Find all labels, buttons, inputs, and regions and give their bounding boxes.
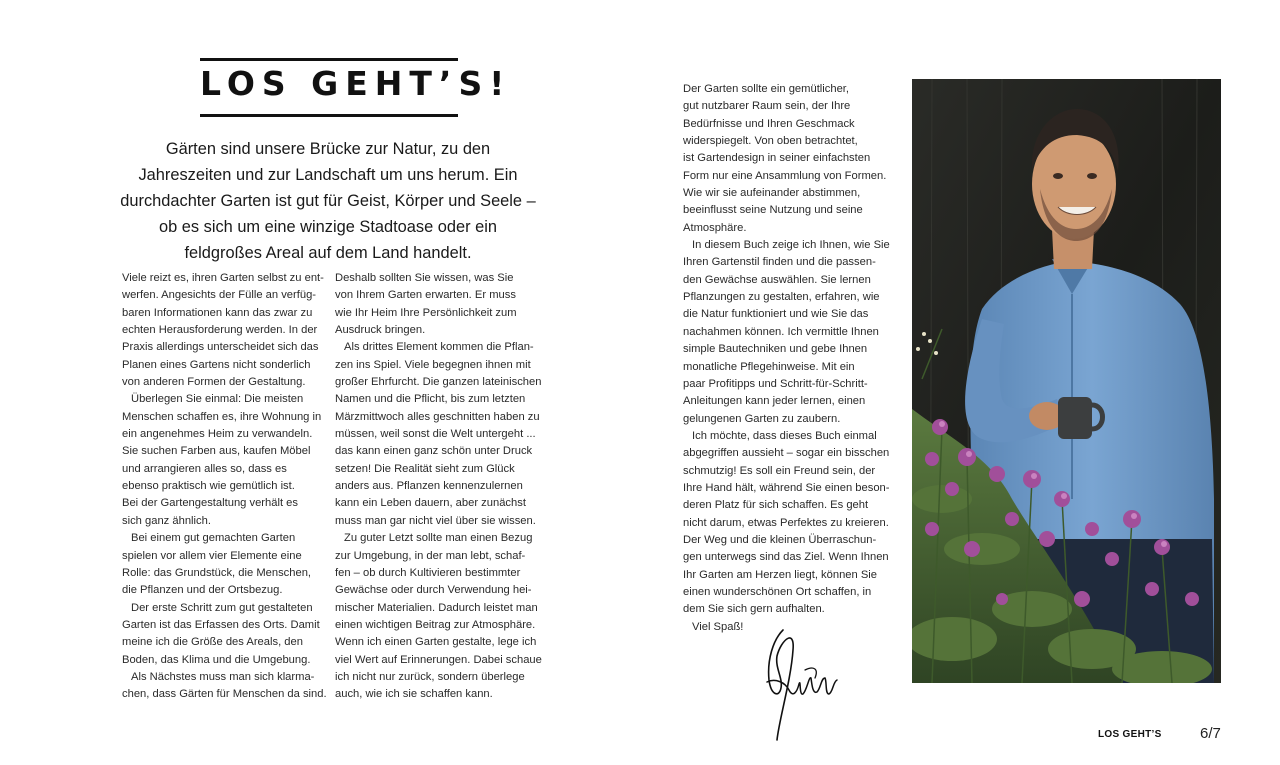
text-line: meine ich die Größe des Areals, den bbox=[122, 636, 303, 649]
text-line: und arrangieren alles so, dass es bbox=[122, 462, 287, 475]
text-line: schmutzig! Es soll ein Freund sein, der bbox=[683, 464, 876, 477]
text-line: Ihr Garten am Herzen liegt, können Sie bbox=[683, 568, 878, 581]
author-photo bbox=[912, 79, 1221, 683]
running-footer: LOS GEHT’S bbox=[1098, 729, 1162, 740]
text-line: gen unterwegs sind das Ziel. Wenn Ihnen bbox=[683, 551, 889, 564]
text-line: Märzmittwoch alles geschnitten haben zu bbox=[335, 410, 540, 423]
text-line: Wenn ich einen Garten gestalte, lege ich bbox=[335, 636, 537, 649]
text-line: abgegriffen aussieht – sogar ein bisschen bbox=[683, 447, 890, 460]
text-line: Pflanzungen zu gestalten, erfahren, wie bbox=[683, 291, 880, 304]
text-line: Der Garten sollte ein gemütlicher, bbox=[683, 83, 850, 95]
text-line: ich nicht nur zurück, sondern überlege bbox=[335, 670, 525, 683]
text-line: das kann einen ganz schön unter Druck bbox=[335, 445, 533, 458]
text-line: Viel Spaß! bbox=[692, 620, 744, 633]
text-line: zur Umgebung, in der man lebt, schaf- bbox=[335, 549, 526, 562]
text-line: müssen, weil sonst die Welt untergeht ... bbox=[335, 428, 536, 441]
text-line: nachahmen können. Ich vermittle Ihnen bbox=[683, 325, 879, 338]
text-line: großer Ehrfurcht. Die ganzen lateinischen bbox=[335, 376, 542, 389]
text-line: anders aus. Pflanzen kennenzulernen bbox=[335, 480, 523, 493]
text-line: Anleitungen kann jeder lernen, einen bbox=[683, 395, 866, 408]
text-line: gelungenen Garten zu zaubern. bbox=[683, 412, 841, 425]
text-line: deren Platz für sich schaffen. Es geht bbox=[683, 499, 869, 512]
text-line: von Ihrem Garten erwarten. Er muss bbox=[335, 289, 516, 302]
text-line: widerspiegelt. Von oben betrachtet, bbox=[683, 135, 858, 148]
text-line: monatliche Pflegehinweise. Mit ein bbox=[683, 360, 855, 373]
text-line: beeinflusst seine Nutzung und seine bbox=[683, 204, 863, 217]
text-line: Bei der Gartengestaltung verhält es bbox=[122, 497, 298, 510]
title-rule-bottom bbox=[200, 114, 458, 117]
text-line: Ich möchte, dass dieses Buch einmal bbox=[692, 429, 877, 442]
text-line: einen wunderschönen Ort schaffen, in bbox=[683, 585, 872, 598]
text-line: Wie wir sie aufeinander abstimmen, bbox=[683, 187, 861, 200]
body-column-2 bbox=[335, 270, 545, 704]
text-line: Garten ist das Erfassen des Orts. Damit bbox=[122, 618, 320, 631]
text-line: Der Weg und die kleinen Überraschun- bbox=[683, 533, 877, 546]
text-line: Rolle: das Grundstück, die Menschen, bbox=[122, 566, 312, 579]
text-line: Bedürfnisse und Ihren Geschmack bbox=[683, 117, 855, 130]
text-line: Gewächse oder durch Verwendung hei- bbox=[335, 584, 532, 597]
text-line: paar Profitipps und Schritt-für-Schritt- bbox=[683, 377, 868, 390]
title-rule-top bbox=[200, 58, 458, 61]
text-line: spielen vor allem vier Elemente eine bbox=[122, 549, 302, 562]
text-line: chen, dass Gärten für Menschen da sind. bbox=[122, 688, 327, 701]
text-line: Deshalb sollten Sie wissen, was Sie bbox=[335, 272, 514, 284]
text-line: die Pflanzen und der Ortsbezug. bbox=[122, 584, 283, 597]
text-line: Sie suchen Farben aus, kaufen Möbel bbox=[122, 445, 311, 458]
text-line: Überlegen Sie einmal: Die meisten bbox=[131, 393, 304, 406]
text-line: werfen. Angesichts der Fülle an verfüg- bbox=[122, 289, 317, 302]
text-line: Ihre Hand hält, während Sie einen beson- bbox=[683, 481, 890, 494]
text-line: ist Gartendesign in seiner einfachsten bbox=[683, 152, 871, 165]
text-line: wie Ihr Heim Ihre Persönlichkeit zum bbox=[335, 306, 517, 319]
text-line: einen wichtigen Beitrag zur Atmosphäre. bbox=[335, 618, 536, 631]
text-line: Der erste Schritt zum gut gestalteten bbox=[131, 601, 313, 614]
text-line: Boden, das Klima und die Umgebung. bbox=[122, 653, 311, 666]
text-line: Menschen schaffen es, ihre Wohnung in bbox=[122, 410, 322, 423]
text-line: echten Herausforderung werden. In der bbox=[122, 324, 318, 337]
text-line: viel Wert auf Erinnerungen. Dabei schaue bbox=[335, 653, 542, 666]
text-line: baren Informationen kann das zwar zu bbox=[122, 306, 313, 319]
text-line: auch, wie ich sie schaffen kann. bbox=[335, 688, 493, 701]
text-line: den Gewächse auswählen. Sie lernen bbox=[683, 273, 871, 286]
text-line: muss man gar nicht viel über sie wissen. bbox=[335, 514, 536, 527]
text-line: Atmosphäre. bbox=[683, 221, 747, 234]
text-line: Praxis allerdings unterscheidet sich das bbox=[122, 341, 319, 354]
author-signature bbox=[755, 620, 845, 745]
page-number: 6/7 bbox=[1200, 725, 1221, 742]
text-line: von anderen Formen der Gestaltung. bbox=[122, 376, 306, 389]
text-line: dem Sie sich gern aufhalten. bbox=[683, 603, 825, 616]
text-line: fen – ob durch Kultivieren bestimmter bbox=[335, 566, 521, 579]
text-line: Planen eines Gartens nicht sonderlich bbox=[122, 358, 311, 371]
text-line: Ihren Gartenstil finden und die passen- bbox=[683, 256, 876, 269]
text-line: mischer Materialien. Dadurch leistet man bbox=[335, 601, 538, 614]
text-line: ebenso praktisch wie gemütlich ist. bbox=[122, 480, 295, 493]
text-line: In diesem Buch zeige ich Ihnen, wie Sie bbox=[692, 239, 890, 252]
text-line: ein angenehmes Heim zu verwandeln. bbox=[122, 428, 313, 441]
text-line: zen ins Spiel. Viele begegnen ihnen mit bbox=[335, 358, 531, 371]
intro-paragraph: Gärten sind unsere Brücke zur Natur, zu den Jahreszeiten und zur Landschaft um uns herum. Ein durchdachter Garten ist gut für Geist, Körper und Seele – ob es sich um eine winzige Stadtoase oder ein feldgroßes Areal auf dem Land handelt. bbox=[120, 140, 536, 262]
text-line: kann ein Leben dauern, aber zunächst bbox=[335, 497, 526, 510]
text-line: gut nutzbarer Raum sein, der Ihre bbox=[683, 100, 851, 113]
body-column-3 bbox=[683, 81, 893, 636]
text-line: Bei einem gut gemachten Garten bbox=[131, 532, 296, 545]
text-line: Form nur eine Ansammlung von Formen. bbox=[683, 169, 887, 182]
text-line: Namen und die Pflicht, bis zum letzten bbox=[335, 393, 526, 406]
text-line: sich ganz ähnlich. bbox=[122, 514, 211, 527]
text-line: Als Nächstes muss man sich klarma- bbox=[131, 670, 315, 683]
text-line: die Natur funktioniert und wie Sie das bbox=[683, 308, 869, 321]
text-line: Als drittes Element kommen die Pflan- bbox=[344, 341, 534, 354]
page-title: LOS GEHT’S! bbox=[200, 64, 512, 103]
text-line: nicht darum, etwas Perfektes zu kreieren. bbox=[683, 516, 889, 529]
body-column-1 bbox=[122, 270, 327, 704]
text-line: Viele reizt es, ihren Garten selbst zu ent- bbox=[122, 272, 324, 284]
text-line: Zu guter Letzt sollte man einen Bezug bbox=[344, 532, 533, 545]
text-line: setzen! Die Realität sieht zum Glück bbox=[335, 462, 515, 475]
text-line: Ausdruck bringen. bbox=[335, 324, 426, 337]
text-line: simple Bautechniken und gebe Ihnen bbox=[683, 343, 868, 356]
